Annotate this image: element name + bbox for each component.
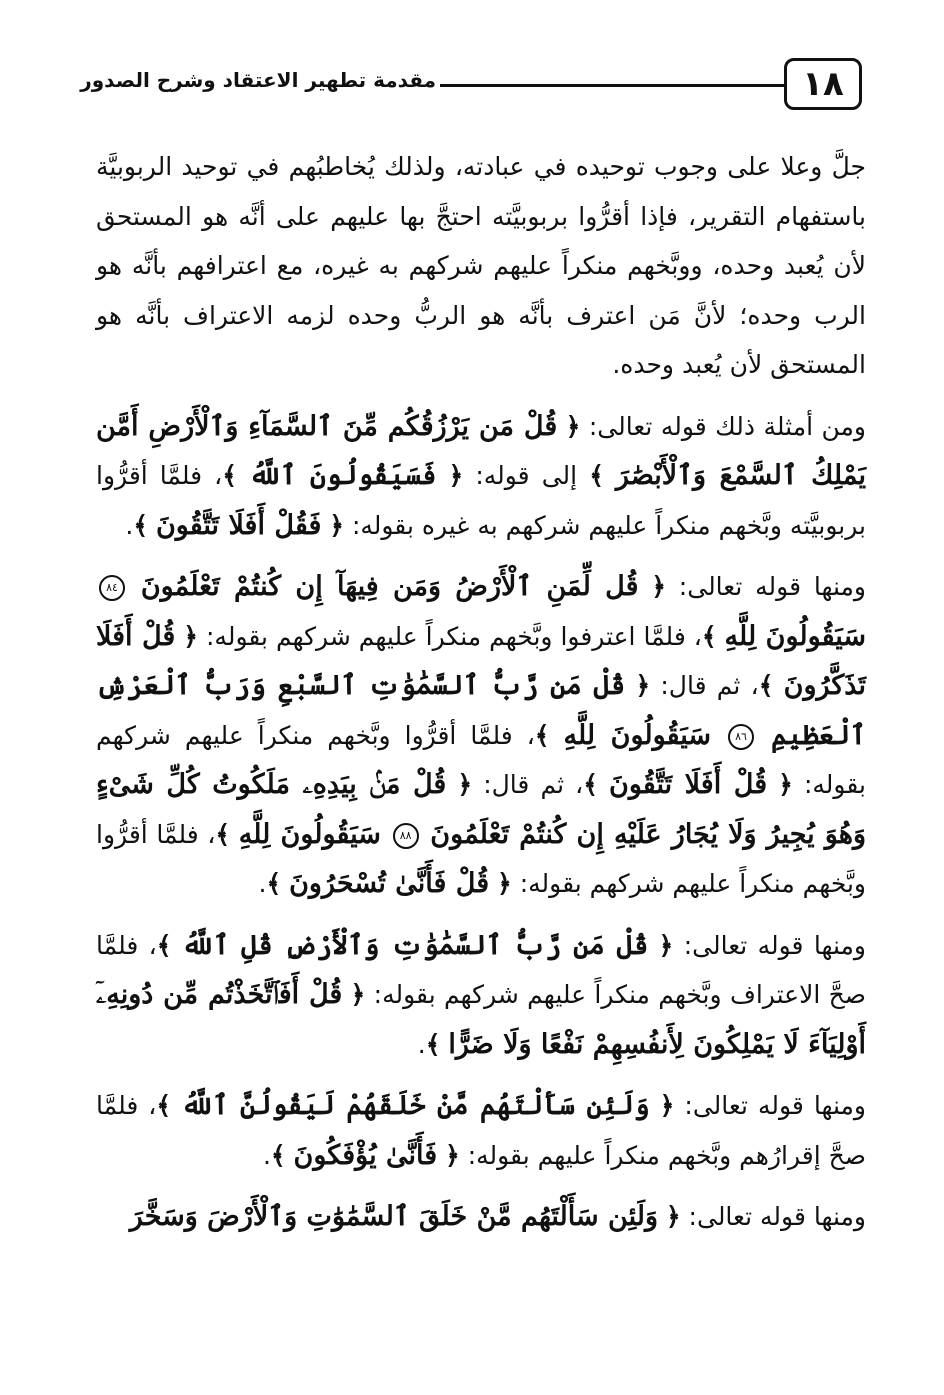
open-bracket: ﴿: [497, 869, 512, 898]
close-bracket: ﴾: [222, 461, 237, 490]
paragraph-4: [96, 921, 866, 1070]
close-bracket: ﴾: [215, 819, 231, 849]
quran-quote: قُلْ أَفَلَا تَذَكَّرُونَ: [96, 620, 866, 701]
text-run: ، فلمَّا صحَّ الاعتراف وبَّخهم منكراً عليهم شركهم بقوله:: [96, 930, 866, 1009]
paragraph-5: [96, 1081, 866, 1180]
open-bracket: ﴿: [350, 980, 366, 1009]
open-bracket: ﴿: [448, 461, 464, 490]
verse-number-badge: ٨٨: [393, 823, 419, 849]
text-run: ، ثم قال:: [472, 770, 584, 799]
close-bracket: ﴾: [589, 461, 604, 490]
text-run: ، فلمَّا أقرُّوا وبَّخهم منكراً عليهم شركهم بقوله:: [96, 720, 866, 799]
page-number: ١٨: [802, 64, 844, 104]
paragraph-1: [96, 142, 866, 390]
quran-quote: فَقُلْ أَفَلَا تَتَّقُونَ: [155, 509, 322, 541]
paragraph-3: [96, 562, 866, 909]
open-bracket: ﴿: [778, 770, 793, 799]
open-bracket: ﴿: [651, 572, 666, 601]
open-bracket: ﴿: [457, 770, 473, 799]
text-run: ومنها قوله تعالى:: [673, 930, 867, 960]
verse-number-badge: ٨٤: [99, 575, 125, 601]
open-bracket: ﴿: [445, 1140, 460, 1170]
text-run: ، فلمَّا صحَّ إقرارُهم وبَّخهم منكراً عليهم بقوله:: [96, 1091, 866, 1170]
text-run: .: [258, 869, 267, 898]
paragraph-text: جلَّ وعلا على وجوب توحيده في عبادته، ولذلك يُخاطبُهم في توحيد الربوبيَّة باستفهام التقرير، فإذا أقرُّوا بربوبيَّته احتجَّ بها عليهم على أنَّه هو المستحق لأن يُعبد وحده، ووبَّخهم منكراً عليهم شركهم به غيره، مع اعترافهم بأنَّه هو الرب وحده؛ لأنَّ مَن اعترف بأنَّه هو الربُّ وحده لزمه الاعتراف بأنَّه هو المستحق لأن يُعبد وحده.: [96, 152, 866, 379]
quran-quote: قُلْ فَأَنَّىٰ تُسْحَرُونَ: [289, 868, 490, 899]
close-bracket: ﴾: [701, 621, 717, 651]
quran-quote: قُلْ أَفَٱتَّخَذْتُم مِّن دُونِهِۦٓ أَوْلِيَآءَ لَا يَمْلِكُونَ لِأَنفُسِهِمْ نَفْعًا وَلَا ضَرًّا: [96, 979, 866, 1060]
quran-quote: فَأَنَّىٰ يُؤْفَكُونَ: [293, 1139, 438, 1171]
open-bracket: ﴿: [658, 930, 674, 960]
text-run: ومنها قوله تعالى:: [680, 1202, 866, 1231]
close-bracket: ﴾: [156, 1091, 172, 1120]
open-bracket: ﴿: [659, 1091, 675, 1120]
verse-number-badge: ٨٦: [728, 724, 754, 750]
page-number-box: [784, 58, 862, 110]
page-body: [96, 142, 866, 1242]
quran-quote: قُل لِّمَنِ ٱلْأَرْضُ وَمَن فِيهَآ إِن كُنتُمْ تَعْلَمُونَ: [140, 571, 639, 602]
quran-quote: قُلْ مَن رَّبُّ ٱلسَّمَٰوَٰتِ ٱلسَّبْعِ وَرَبُّ ٱلْعَرْشِ ٱلْعَظِيمِ: [96, 670, 867, 751]
quran-quote: قُلْ مَن يَرْزُقُكُم مِّنَ ٱلسَّمَآءِ وَٱلْأَرْضِ أَمَّن يَمْلِكُ ٱلسَّمْعَ وَٱلْأَبْصَٰرَ: [96, 410, 866, 491]
quran-quote: فَسَيَقُولُونَ ٱللَّهُ: [248, 460, 437, 491]
text-run: ، فلمَّا أقرُّوا وبَّخهم منكراً عليهم شركهم بقوله:: [96, 819, 866, 898]
running-title: مقدمة تطهير الاعتقاد وشرح الصدور: [80, 68, 436, 92]
text-run: ، فلمَّا اعترفوا وبَّخهم منكراً عليهم شركهم بقوله:: [198, 621, 702, 651]
text-run: .: [125, 510, 134, 540]
text-run: ، ثم قال:: [650, 671, 759, 700]
quran-quote: قُلْ مَن رَّبُّ ٱلسَّمَٰوَٰتِ وَٱلْأَرْضِ قُلِ ٱللَّهُ: [181, 929, 649, 961]
text-run: إلى قوله:: [463, 461, 590, 490]
paragraph-2: [96, 402, 866, 551]
open-bracket: ﴿: [183, 621, 198, 651]
quran-quote: وَلَئِن سَأَلْتَهُم مَّنْ خَلَقَ ٱلسَّمَٰوَٰتِ وَٱلْأَرْضَ وَسَخَّرَ: [129, 1201, 658, 1232]
quran-quote: سَيَقُولُونَ لِلَّهِ: [238, 818, 381, 850]
close-bracket: ﴾: [156, 930, 172, 960]
text-run: .: [417, 1029, 426, 1059]
close-bracket: ﴾: [583, 770, 598, 799]
quran-quote: سَيَقُولُونَ لِلَّهِ: [563, 719, 712, 751]
quran-quote: قُلْ أَفَلَا تَتَّقُونَ: [609, 769, 768, 800]
open-bracket: ﴿: [665, 1202, 681, 1231]
text-run: .: [262, 1140, 271, 1170]
text-run: ومنها قوله تعالى:: [674, 1091, 866, 1120]
text-run: ومنها قوله تعالى:: [665, 572, 866, 601]
close-bracket: ﴾: [534, 720, 550, 750]
page-header: [80, 58, 862, 112]
close-bracket: ﴾: [270, 1140, 286, 1170]
quran-quote: وَلَئِن سَأَلْتَهُم مَّنْ خَلَقَهُمْ لَيَقُولُنَّ ٱللَّهُ: [181, 1090, 650, 1121]
text-run: ومن أمثلة ذلك قوله تعالى:: [580, 411, 866, 441]
open-bracket: ﴿: [635, 671, 651, 700]
text-run: ، فلمَّا أقرُّوا بربوبيَّته وبَّخهم منكراً عليهم شركهم به غيره بقوله:: [96, 461, 866, 540]
header-rule: [440, 84, 784, 87]
close-bracket: ﴾: [425, 1029, 441, 1059]
quran-quote: سَيَقُولُونَ لِلَّهِ: [724, 620, 867, 652]
close-bracket: ﴾: [758, 671, 774, 700]
close-bracket: ﴾: [266, 869, 282, 898]
quran-quote: قُلْ مَنۢ بِيَدِهِۦ مَلَكُوتُ كُلِّ شَىْءٍ وَهُوَ يُجِيرُ وَلَا يُجَارُ عَلَيْهِ إِن كُنتُمْ تَعْلَمُونَ: [96, 769, 867, 850]
close-bracket: ﴾: [133, 510, 148, 540]
open-bracket: ﴿: [565, 411, 581, 441]
paragraph-6: [96, 1192, 866, 1242]
open-bracket: ﴿: [329, 510, 344, 540]
